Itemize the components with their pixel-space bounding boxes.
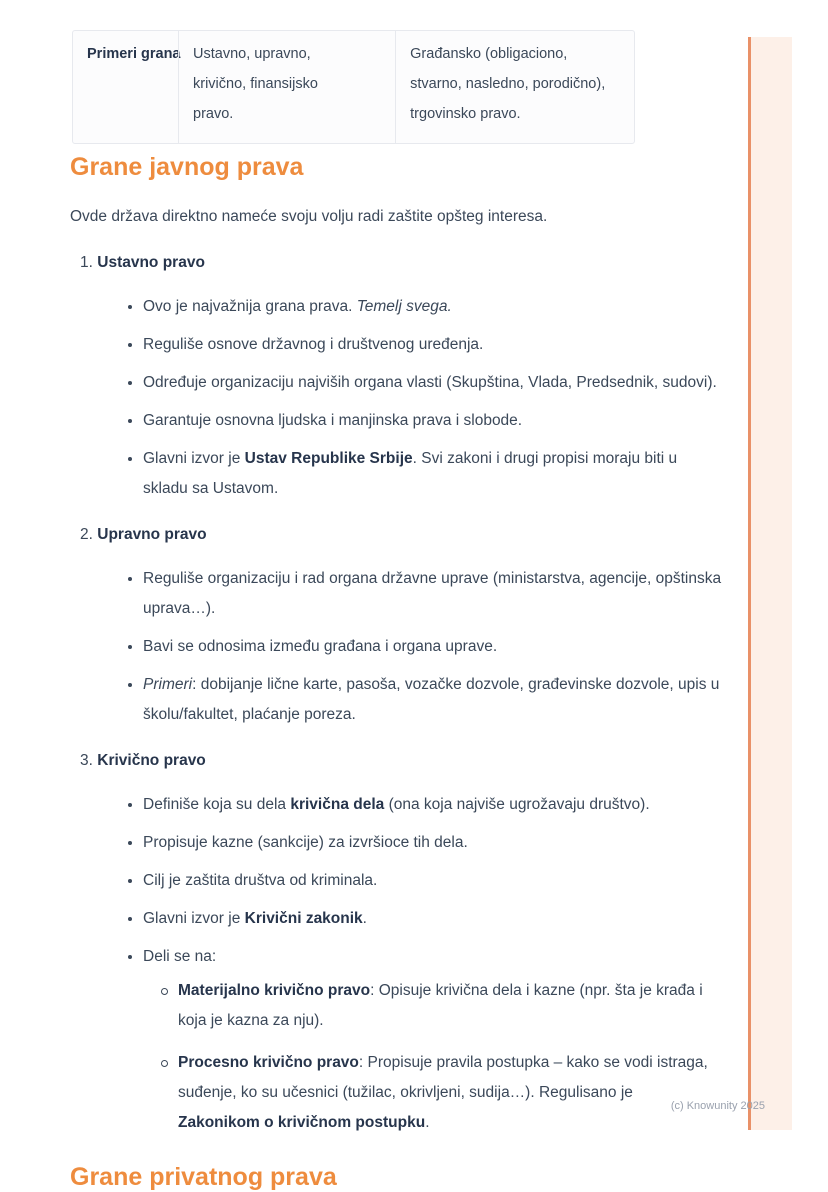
bullet-item: Glavni izvor je Ustav Republike Srbije. Svi zakoni i drugi propisi moraju biti u skladu sa Ustavom. [143, 444, 725, 504]
bullet-item: Ovo je najvažnija grana prava. Temelj svega. [143, 292, 725, 322]
sub-bullet-item: Materijalno krivično pravo: Opisuje krivična dela i kazne (npr. šta je krađa i koja je kazna za nju). [178, 976, 708, 1036]
bullet-item: Cilj je zaštita društva od kriminala. [143, 866, 725, 896]
section-title [80, 248, 828, 278]
bullet-item: Reguliše osnove državnog i društvenog uređenja. [143, 330, 725, 360]
bullet-item: Garantuje osnovna ljudska i manjinska prava i slobode. [143, 406, 725, 436]
section-number: 3. [80, 752, 93, 769]
section-ustavno-pravo [70, 248, 828, 504]
section-title [80, 520, 828, 550]
table-header-cell: Primeri grana [87, 46, 181, 62]
sub-bullet-list [143, 976, 725, 1138]
sub-bullet-item: Procesno krivično pravo: Propisuje pravila postupka – kako se vodi istraga, suđenje, ko su učesnici (tužilac, okrivljeni, sudija…). Regulisano je Zakonikom o krivičnom postupku. [178, 1048, 708, 1138]
heading-public-law: Grane javnog prava [70, 153, 304, 181]
bullet-item: Primeri: dobijanje lične karte, pasoša, vozačke dozvole, građevinske dozvole, upis u školu/fakultet, plaćanje poreza. [143, 670, 725, 730]
table-cell-public-law: Ustavno, upravno, krivično, finansijsko pravo. [178, 31, 395, 143]
bullet-list [70, 292, 828, 504]
branches-list [70, 248, 828, 1138]
section-number: 1. [80, 254, 93, 271]
bullet-item: Propisuje kazne (sankcije) za izvršioce tih dela. [143, 828, 725, 858]
bullet-item: Reguliše organizaciju i rad organa državne uprave (ministarstva, agencije, opštinska uprava…). [143, 564, 725, 624]
bullet-item [143, 942, 725, 1138]
section-name: Krivično pravo [97, 752, 206, 769]
bullet-item: Bavi se odnosima između građana i organa uprave. [143, 632, 725, 662]
bullet-list [70, 564, 828, 730]
section-upravno-pravo [70, 520, 828, 730]
section-name: Ustavno pravo [97, 254, 205, 271]
accent-stripe-line [748, 37, 751, 1130]
heading-private-law: Grane privatnog prava [70, 1163, 337, 1191]
copyright-note: (c) Knowunity 2025 [670, 1100, 765, 1112]
section-krivicno-pravo [70, 746, 828, 1138]
table-cell-private-law: Građansko (obligaciono, stvarno, nasledno, porodično), trgovinsko pravo. [395, 31, 634, 143]
comparison-table [72, 30, 635, 144]
bullet-item: Definiše koja su dela krivična dela (ona koja najviše ugrožavaju društvo). [143, 790, 725, 820]
section-title [80, 746, 828, 776]
intro-paragraph: Ovde država direktno nameće svoju volju radi zaštite opšteg interesa. [70, 208, 548, 225]
section-name: Upravno pravo [97, 526, 207, 543]
bullet-text: Deli se na: [143, 948, 217, 965]
bullet-item: Određuje organizaciju najviših organa vlasti (Skupština, Vlada, Predsednik, sudovi). [143, 368, 725, 398]
bullet-list [70, 790, 828, 1138]
section-number: 2. [80, 526, 93, 543]
bullet-item: Glavni izvor je Krivični zakonik. [143, 904, 725, 934]
accent-stripe-fill [751, 37, 792, 1130]
